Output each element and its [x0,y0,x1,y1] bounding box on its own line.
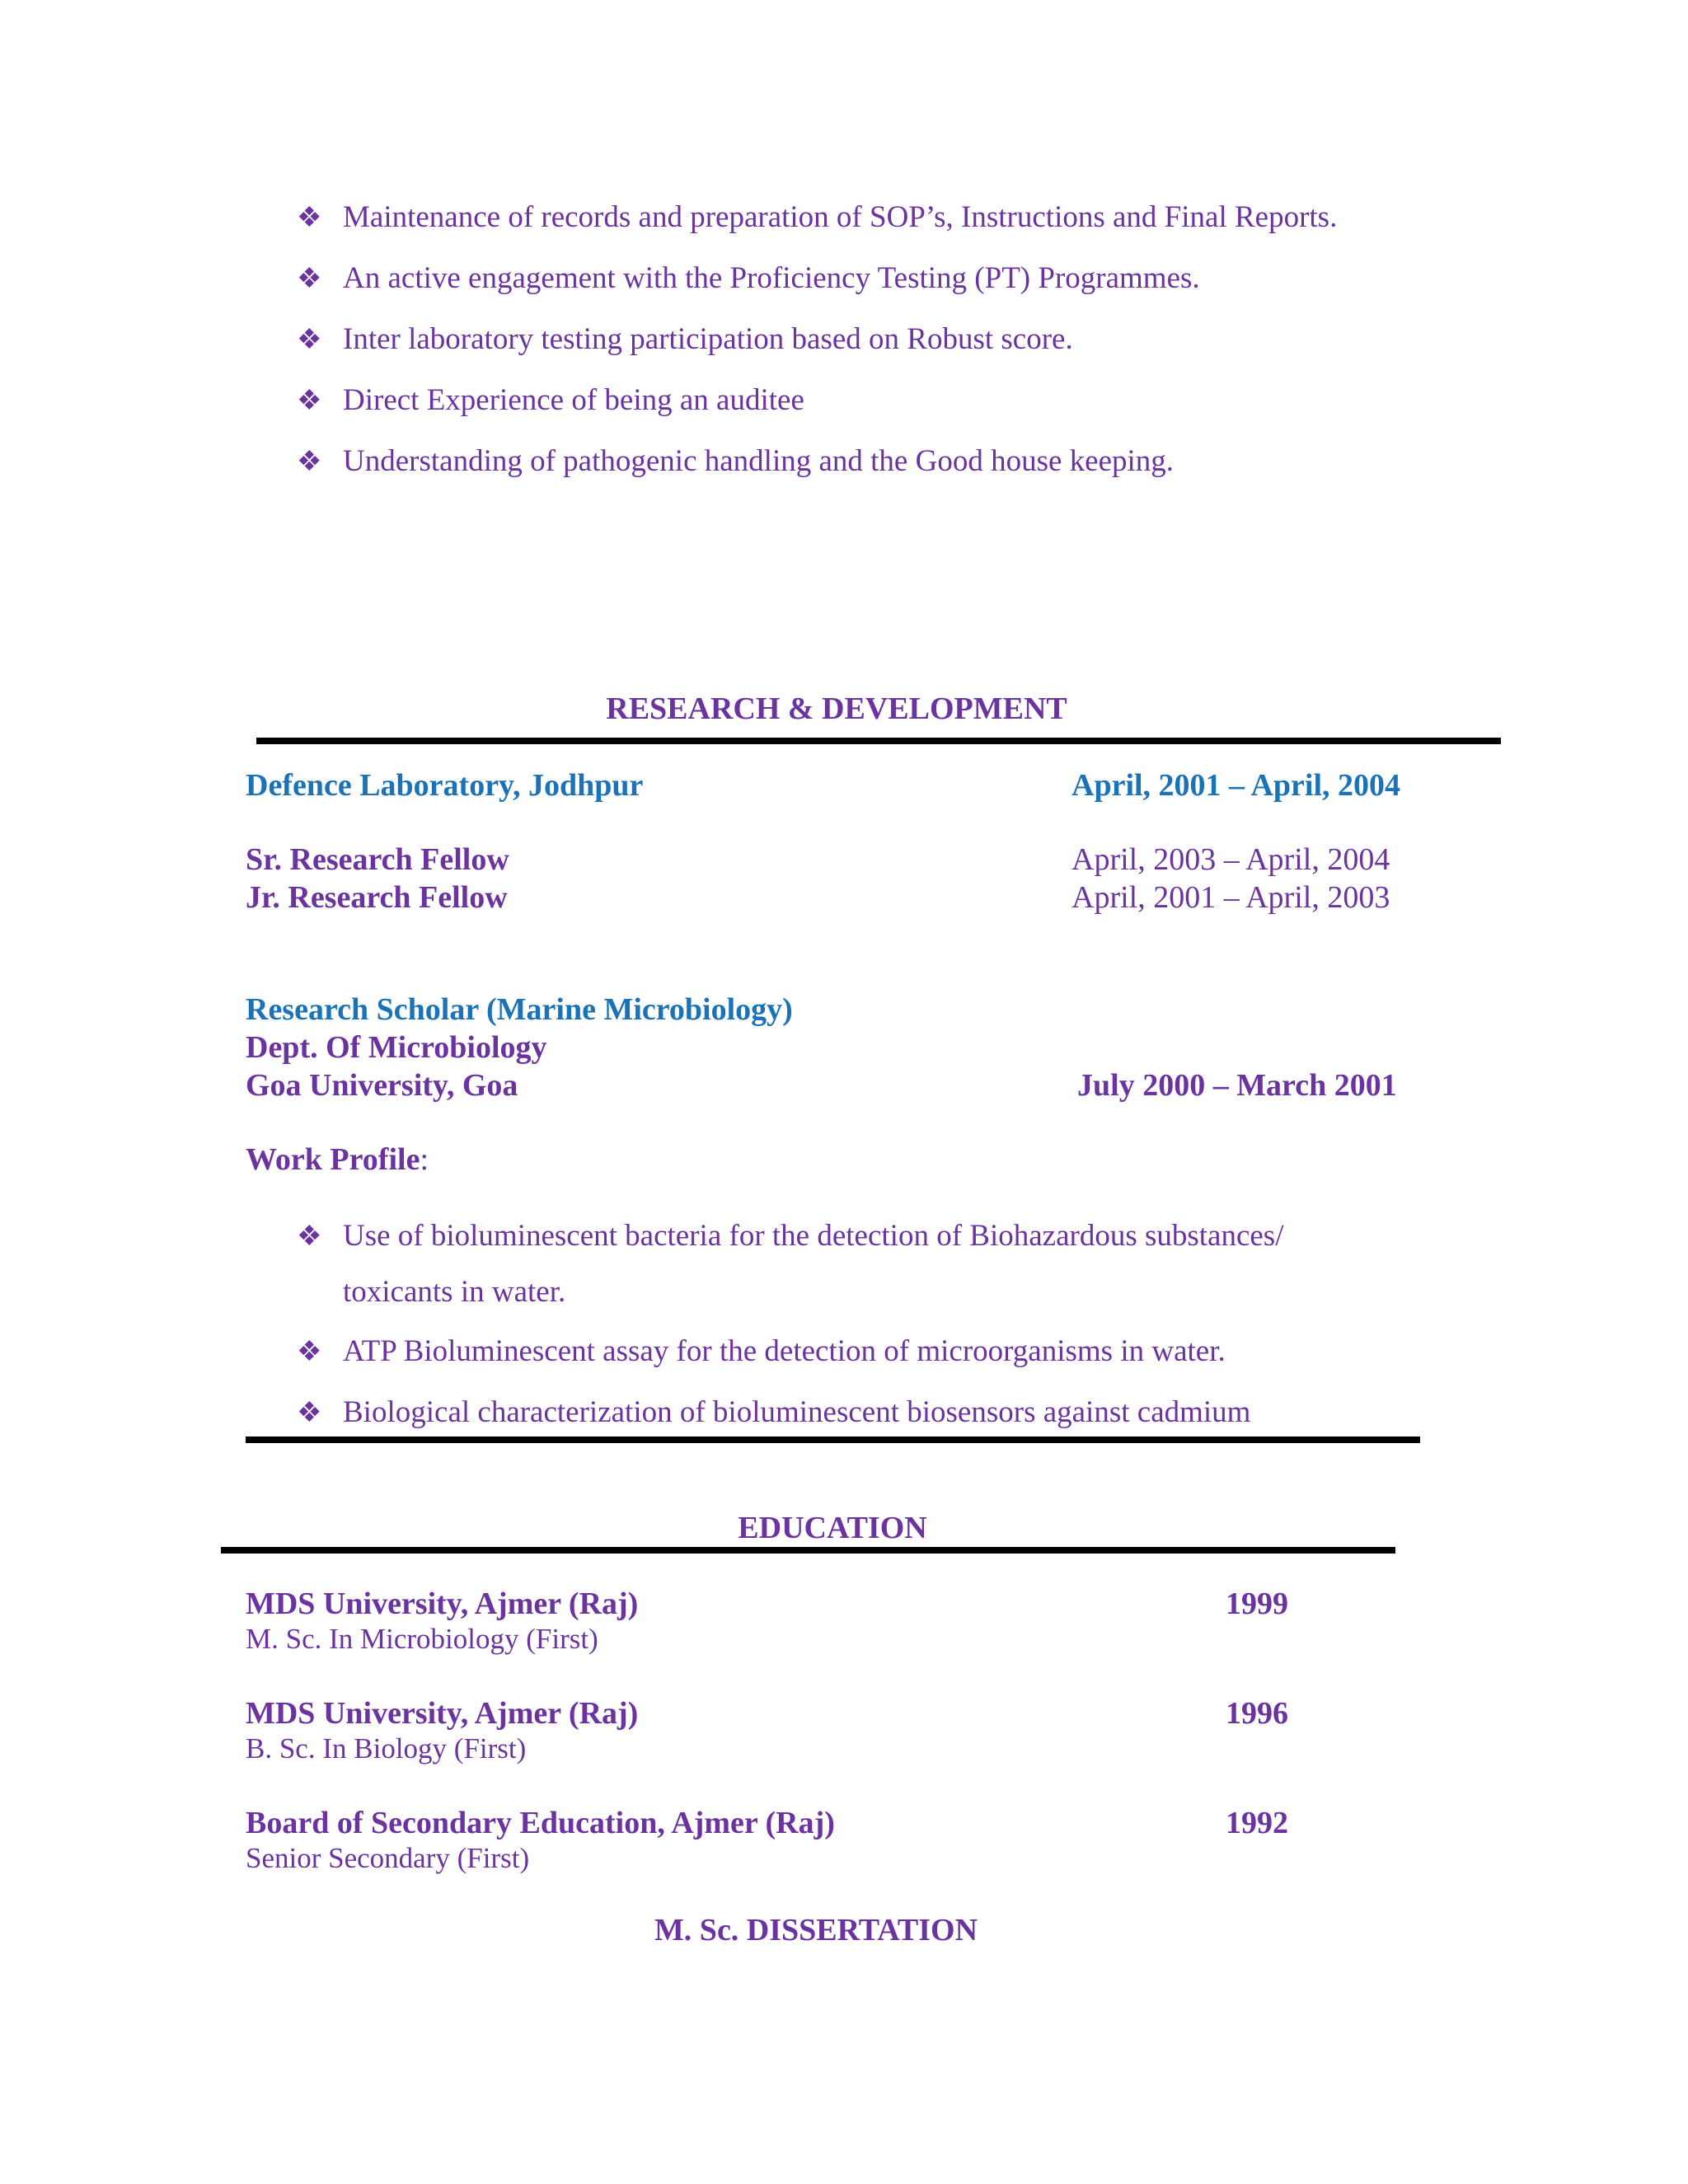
diamond-bullet-icon: ❖ [297,264,322,294]
work-profile-title: Work Profile [246,1142,420,1177]
education-institution: Board of Secondary Education, Ajmer (Raj) [246,1806,835,1840]
list-item [297,260,1200,298]
diamond-bullet-icon: ❖ [297,1221,322,1252]
education-degree: M. Sc. In Microbiology (First) [246,1623,598,1655]
rnd-bottom-rule [246,1436,1420,1443]
role-title: Sr. Research Fellow [246,842,509,877]
diamond-bullet-icon: ❖ [297,447,322,477]
education-year: 1996 [1226,1696,1288,1731]
diamond-bullet-icon: ❖ [297,325,322,355]
bullet-text: ATP Bioluminescent assay for the detection of microorganisms in water. [343,1334,1226,1368]
bullet-text: An active engagement with the Proficiency Testing (PT) Programmes. [343,261,1200,295]
education-year: 1999 [1226,1586,1288,1621]
role-dates: April, 2001 – April, 2003 [1071,880,1390,915]
bullet-text: Direct Experience of being an auditee [343,383,804,417]
rnd-heading-rule [256,738,1501,744]
scholar-university: Goa University, Goa [246,1068,518,1103]
work-profile-label [246,1141,429,1179]
role-dates: April, 2003 – April, 2004 [1071,842,1390,877]
education-year: 1992 [1226,1806,1288,1840]
bullet-text: Biological characterization of bioluminescent biosensors against cadmium [343,1395,1251,1429]
bullet-text: Use of bioluminescent bacteria for the detection of Biohazardous substances/ [343,1219,1284,1253]
diamond-bullet-icon: ❖ [297,386,322,416]
list-item [297,1218,1284,1255]
bullet-continuation-text: toxicants in water. [343,1275,566,1309]
dissertation-heading: M. Sc. DISSERTATION [654,1913,978,1947]
list-item [297,321,1073,359]
list-item [297,199,1337,237]
education-institution: MDS University, Ajmer (Raj) [246,1696,639,1731]
diamond-bullet-icon: ❖ [297,203,322,233]
list-item [297,1333,1226,1371]
education-institution: MDS University, Ajmer (Raj) [246,1586,639,1621]
scholar-dept: Dept. Of Microbiology [246,1030,547,1065]
rnd-org-name: Defence Laboratory, Jodhpur [246,768,644,803]
list-item [297,1394,1250,1432]
scholar-dates: July 2000 – March 2001 [1077,1068,1397,1103]
role-title: Jr. Research Fellow [246,880,508,915]
education-heading-rule [221,1547,1395,1554]
diamond-bullet-icon: ❖ [297,1337,322,1367]
education-heading: EDUCATION [738,1511,927,1545]
work-profile-colon: : [420,1142,429,1177]
bullet-text: Inter laboratory testing participation based on Robust score. [343,322,1073,356]
list-item [297,382,804,419]
bullet-text: Maintenance of records and preparation of SOP’s, Instructions and Final Reports. [343,200,1338,234]
education-degree: Senior Secondary (First) [246,1842,530,1874]
education-degree: B. Sc. In Biology (First) [246,1732,527,1765]
list-item [297,443,1174,480]
diamond-bullet-icon: ❖ [297,1398,322,1428]
rnd-org-dates: April, 2001 – April, 2004 [1071,768,1401,803]
bullet-text: Understanding of pathogenic handling and the Good house keeping. [343,444,1175,478]
scholar-title: Research Scholar (Marine Microbiology) [246,992,793,1027]
rnd-heading: RESEARCH & DEVELOPMENT [606,691,1067,726]
